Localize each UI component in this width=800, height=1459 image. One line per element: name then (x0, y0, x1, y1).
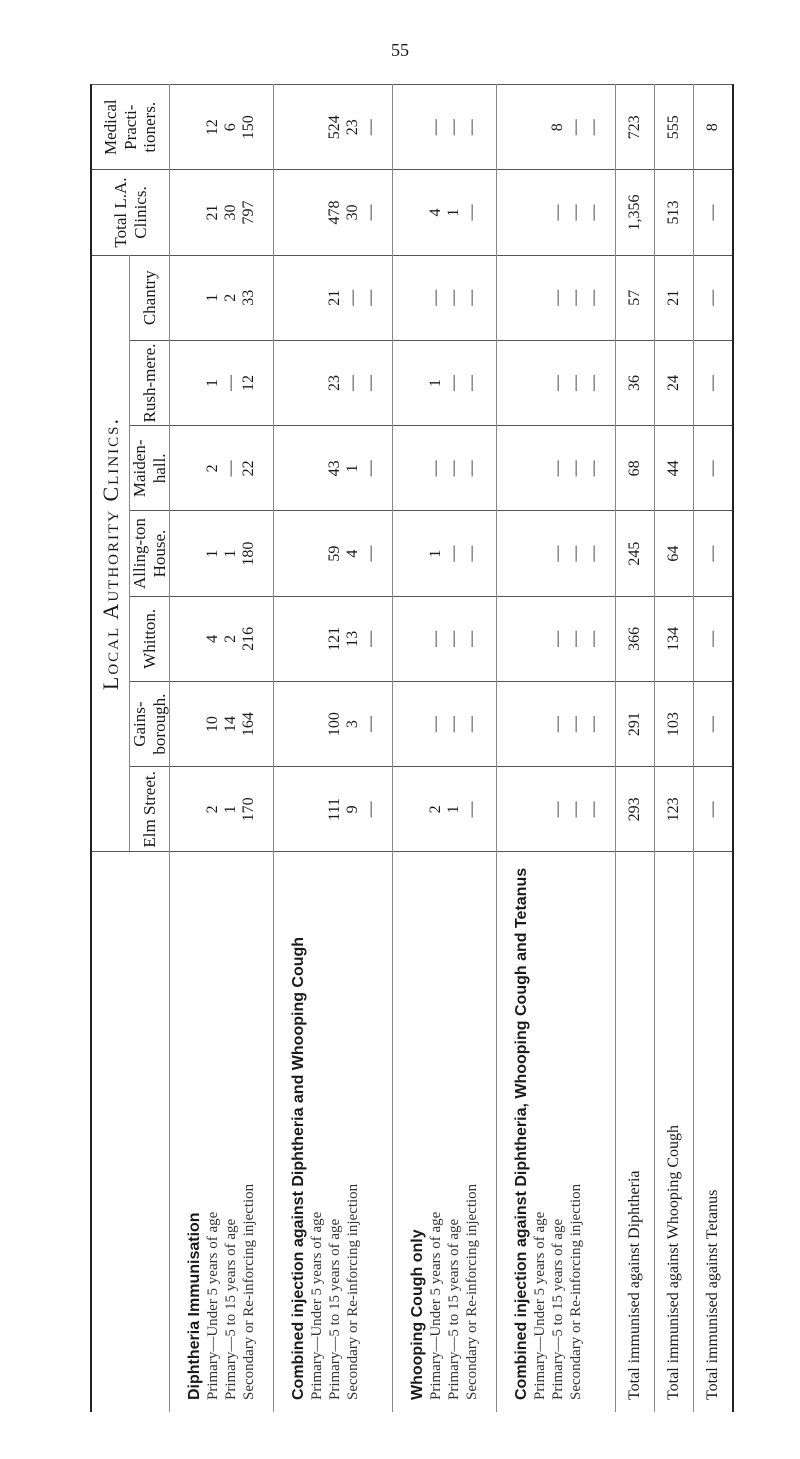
cell-value: 1 (445, 208, 463, 217)
total-value: 44 (654, 426, 693, 511)
row-label: Primary—5 to 15 years of age (446, 1218, 463, 1400)
cell-value: 4 (427, 208, 445, 217)
value-cell (273, 511, 392, 596)
total-value: 24 (654, 340, 693, 425)
column-header: Elm Street. (130, 767, 170, 852)
cell-value: — (361, 460, 379, 477)
title-spacer (186, 597, 204, 681)
title-spacer (409, 170, 427, 254)
cell-value: — (445, 716, 463, 733)
cell-value: — (445, 289, 463, 306)
column-header: Alling-ton House. (130, 511, 170, 596)
cell-value: 21 (325, 289, 343, 306)
title-spacer (513, 85, 549, 169)
cell-value: — (566, 119, 584, 136)
cell-value: — (343, 375, 361, 392)
cell-value: — (584, 460, 602, 477)
cell-value: — (584, 375, 602, 392)
value-cell (273, 767, 392, 852)
cell-value: — (566, 630, 584, 647)
cell-value: 12 (240, 375, 258, 392)
title-spacer (409, 511, 427, 595)
cell-value: — (463, 460, 481, 477)
value-cell (393, 340, 497, 425)
row-label: Primary—Under 5 years of age (308, 1211, 325, 1400)
cell-value: — (463, 204, 481, 221)
title-spacer (290, 426, 326, 510)
section-label-cell (393, 852, 497, 1412)
total-value: 555 (654, 85, 693, 170)
cell-value: 21 (204, 204, 222, 221)
title-spacer (186, 256, 204, 340)
cell-value: 524 (325, 115, 343, 140)
cell-value: — (548, 545, 566, 562)
title-spacer (186, 682, 204, 766)
cell-value: 43 (325, 460, 343, 477)
cell-value: — (361, 716, 379, 733)
cell-value: — (548, 630, 566, 647)
cell-value: 797 (240, 200, 258, 225)
value-cell (273, 596, 392, 681)
total-value: 291 (615, 681, 654, 766)
cell-value: 180 (240, 541, 258, 566)
total-row (615, 85, 654, 1413)
value-cell (273, 255, 392, 340)
title-spacer (186, 511, 204, 595)
cell-value: 1 (204, 549, 222, 558)
title-spacer (409, 85, 427, 169)
cell-value: — (427, 289, 445, 306)
title-spacer (290, 170, 326, 254)
total-label: Total immunised against Tetanus (693, 852, 733, 1412)
title-spacer (513, 597, 549, 681)
section-row (273, 85, 392, 1413)
title-spacer (513, 256, 549, 340)
row-label: Secondary or Re-inforcing injection (344, 1183, 361, 1400)
title-spacer (186, 341, 204, 425)
label-header (91, 852, 170, 1412)
section-label-cell (170, 852, 274, 1412)
cell-value: — (566, 545, 584, 562)
cell-value: 2 (427, 805, 445, 814)
cell-value: 59 (325, 545, 343, 562)
page-number: 55 (391, 40, 409, 60)
cell-value: — (463, 630, 481, 647)
cell-value: 150 (240, 115, 258, 140)
cell-value: — (427, 119, 445, 136)
cell-value: 30 (343, 204, 361, 221)
title-spacer (290, 767, 326, 851)
total-value: — (693, 426, 733, 511)
total-value: 293 (615, 767, 654, 852)
cell-value: 2 (204, 464, 222, 473)
cell-value: — (222, 375, 240, 392)
value-cell (496, 596, 615, 681)
total-value: — (693, 681, 733, 766)
total-value: — (693, 596, 733, 681)
cell-value: — (566, 801, 584, 818)
row-label: Secondary or Re-inforcing injection (241, 1183, 258, 1400)
cell-value: 8 (548, 123, 566, 132)
total-value: 103 (654, 681, 693, 766)
value-cell (170, 767, 274, 852)
cell-value: — (566, 460, 584, 477)
cell-value: — (463, 801, 481, 818)
cell-value: — (584, 289, 602, 306)
section-row (170, 85, 274, 1413)
cell-value: 2 (204, 805, 222, 814)
section-title: Combined injection against Diphtheria, Whooping Cough and Tetanus (512, 867, 530, 1400)
total-value: 245 (615, 511, 654, 596)
cell-value: — (427, 716, 445, 733)
cell-value: 14 (222, 716, 240, 733)
value-cell (273, 85, 392, 170)
total-value: — (693, 170, 733, 255)
cell-value: — (445, 545, 463, 562)
title-spacer (186, 85, 204, 169)
total-value: 21 (654, 255, 693, 340)
total-row (654, 85, 693, 1413)
cell-value: — (584, 801, 602, 818)
total-value: 57 (615, 255, 654, 340)
cell-value: 33 (240, 289, 258, 306)
cell-value: — (566, 375, 584, 392)
value-cell (273, 340, 392, 425)
value-cell (496, 426, 615, 511)
title-spacer (409, 597, 427, 681)
row-label: Primary—Under 5 years of age (205, 1211, 222, 1400)
cell-value: — (427, 630, 445, 647)
cell-value: — (566, 716, 584, 733)
cell-value: — (361, 204, 379, 221)
total-value: — (693, 255, 733, 340)
cell-value: 10 (204, 716, 222, 733)
title-spacer (290, 85, 326, 169)
column-header: Whitton. (130, 596, 170, 681)
total-value: 64 (654, 511, 693, 596)
cell-value: — (548, 460, 566, 477)
column-header: Maiden-hall. (130, 426, 170, 511)
total-label: Total immunised against Whooping Cough (654, 852, 693, 1412)
section-title: Diphtheria Immunisation (186, 1212, 204, 1400)
value-cell (273, 170, 392, 255)
title-spacer (186, 170, 204, 254)
title-spacer (409, 767, 427, 851)
cell-value: 23 (325, 375, 343, 392)
section-title: Whooping Cough only (409, 1229, 427, 1400)
value-cell (393, 681, 497, 766)
total-value: 8 (693, 85, 733, 170)
title-spacer (290, 256, 326, 340)
cell-value: 164 (240, 712, 258, 737)
cell-value: 30 (222, 204, 240, 221)
cell-value: — (463, 289, 481, 306)
cell-value: — (445, 460, 463, 477)
title-spacer (513, 170, 549, 254)
cell-value: 13 (343, 630, 361, 647)
value-cell (170, 85, 274, 170)
section-row (496, 85, 615, 1413)
title-spacer (513, 511, 549, 595)
total-value: 513 (654, 170, 693, 255)
value-cell (393, 767, 497, 852)
total-label: Total immunised against Diphtheria (615, 852, 654, 1412)
title-spacer (513, 767, 549, 851)
value-cell (273, 681, 392, 766)
cell-value: 478 (325, 200, 343, 225)
cell-value: — (445, 375, 463, 392)
cell-value: 1 (204, 379, 222, 388)
value-cell (496, 255, 615, 340)
cell-value: — (361, 375, 379, 392)
cell-value: 9 (343, 805, 361, 814)
column-header: Rush-mere. (130, 340, 170, 425)
title-spacer (186, 767, 204, 851)
cell-value: — (361, 801, 379, 818)
cell-value: 1 (222, 549, 240, 558)
column-header: Medical Practi-tioners. (91, 85, 170, 170)
value-cell (170, 681, 274, 766)
value-cell (393, 170, 497, 255)
total-row (693, 85, 733, 1413)
cell-value: — (584, 545, 602, 562)
value-cell (393, 255, 497, 340)
title-spacer (409, 341, 427, 425)
total-value: 68 (615, 426, 654, 511)
value-cell (170, 255, 274, 340)
value-cell (393, 426, 497, 511)
cell-value: 216 (240, 626, 258, 651)
value-cell (170, 170, 274, 255)
title-spacer (186, 426, 204, 510)
title-spacer (409, 426, 427, 510)
cell-value: 23 (343, 119, 361, 136)
cell-value: — (548, 801, 566, 818)
cell-value: — (445, 630, 463, 647)
column-header: Total L.A. Clinics. (91, 170, 170, 255)
cell-value: 111 (325, 797, 343, 821)
cell-value: 1 (427, 379, 445, 388)
cell-value: 6 (222, 123, 240, 132)
value-cell (393, 596, 497, 681)
value-cell (273, 426, 392, 511)
cell-value: — (548, 289, 566, 306)
cell-value: 1 (204, 293, 222, 302)
cell-value: — (463, 545, 481, 562)
cell-value: 100 (325, 712, 343, 737)
cell-value: — (584, 630, 602, 647)
value-cell (496, 767, 615, 852)
cell-value: — (427, 460, 445, 477)
cell-value: — (361, 630, 379, 647)
cell-value: — (463, 716, 481, 733)
row-label: Primary—Under 5 years of age (428, 1211, 445, 1400)
value-cell (393, 511, 497, 596)
row-label: Secondary or Re-inforcing injection (464, 1183, 481, 1400)
cell-value: — (361, 289, 379, 306)
title-spacer (513, 682, 549, 766)
title-spacer (290, 682, 326, 766)
cell-value: — (566, 204, 584, 221)
cell-value: 4 (343, 549, 361, 558)
cell-value: 2 (222, 634, 240, 643)
cell-value: 121 (325, 626, 343, 651)
total-value: — (693, 340, 733, 425)
cell-value: 170 (240, 797, 258, 822)
cell-value: — (548, 204, 566, 221)
total-value: 723 (615, 85, 654, 170)
section-title: Combined injection against Diphtheria and Whooping Cough (289, 936, 307, 1400)
cell-value: — (584, 204, 602, 221)
cell-value: — (222, 460, 240, 477)
row-label: Secondary or Re-inforcing injection (567, 1183, 584, 1400)
value-cell (496, 681, 615, 766)
section-label-cell (273, 852, 392, 1412)
cell-value: 12 (204, 119, 222, 136)
row-label: Primary—5 to 15 years of age (549, 1218, 566, 1400)
cell-value: 22 (240, 460, 258, 477)
title-spacer (290, 597, 326, 681)
column-header: Gains-borough. (130, 681, 170, 766)
total-value: 123 (654, 767, 693, 852)
cell-value: 3 (343, 720, 361, 729)
value-cell (170, 511, 274, 596)
value-cell (496, 85, 615, 170)
rotated-table-wrapper (90, 84, 734, 1412)
row-label: Primary—Under 5 years of age (531, 1211, 548, 1400)
cell-value: 1 (427, 549, 445, 558)
cell-value: 1 (445, 805, 463, 814)
title-spacer (409, 256, 427, 340)
total-value: — (693, 767, 733, 852)
cell-value: 2 (222, 293, 240, 302)
total-value: 36 (615, 340, 654, 425)
total-value: 134 (654, 596, 693, 681)
group-header: Local Authority Clinics. (91, 255, 130, 852)
value-cell (170, 596, 274, 681)
total-value: 366 (615, 596, 654, 681)
value-cell (170, 426, 274, 511)
value-cell (496, 170, 615, 255)
cell-value: 4 (204, 634, 222, 643)
cell-value: — (361, 545, 379, 562)
total-value: — (693, 511, 733, 596)
value-cell (393, 85, 497, 170)
total-value: 1,356 (615, 170, 654, 255)
cell-value: — (463, 375, 481, 392)
cell-value: — (463, 119, 481, 136)
row-label: Primary—5 to 15 years of age (223, 1218, 240, 1400)
cell-value: 1 (343, 464, 361, 473)
section-row (393, 85, 497, 1413)
title-spacer (290, 511, 326, 595)
cell-value: — (548, 716, 566, 733)
column-header: Chantry (130, 255, 170, 340)
title-spacer (290, 341, 326, 425)
row-label: Primary—5 to 15 years of age (326, 1218, 343, 1400)
cell-value: — (584, 119, 602, 136)
value-cell (496, 340, 615, 425)
title-spacer (513, 341, 549, 425)
value-cell (170, 340, 274, 425)
immunisation-table (90, 84, 734, 1412)
cell-value: 1 (222, 805, 240, 814)
cell-value: — (343, 289, 361, 306)
cell-value: — (445, 119, 463, 136)
cell-value: — (361, 119, 379, 136)
section-label-cell (496, 852, 615, 1412)
cell-value: — (548, 375, 566, 392)
cell-value: — (566, 289, 584, 306)
value-cell (496, 511, 615, 596)
cell-value: — (584, 716, 602, 733)
title-spacer (513, 426, 549, 510)
title-spacer (409, 682, 427, 766)
